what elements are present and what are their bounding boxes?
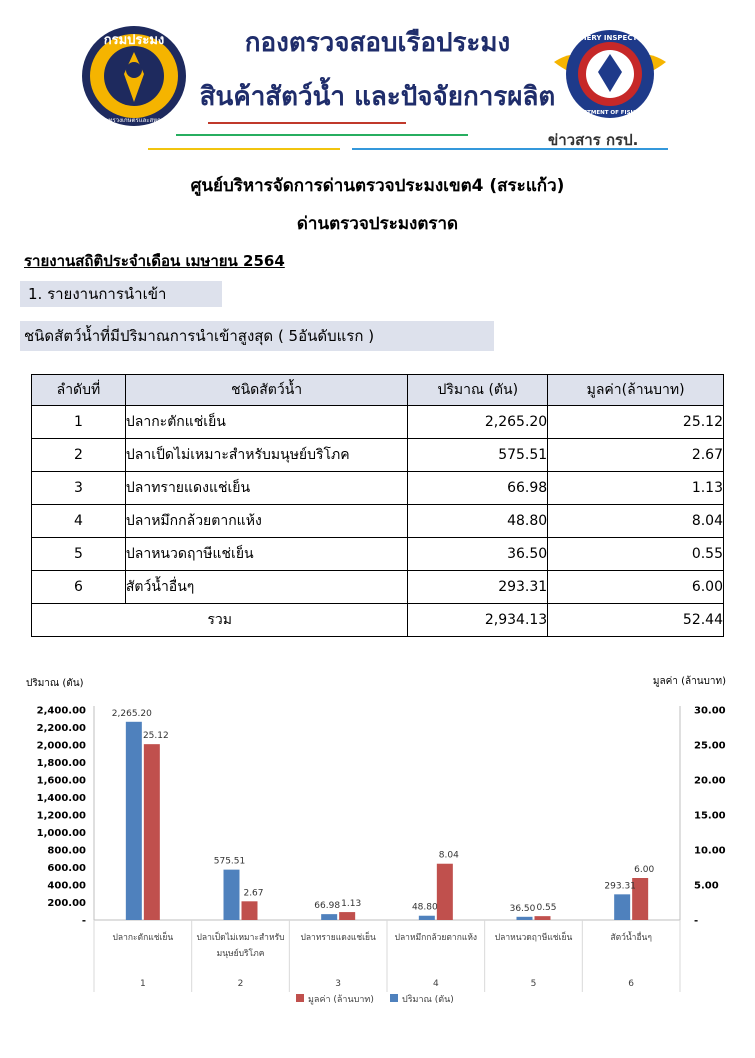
data-label-quantity: 293.31 bbox=[604, 881, 636, 892]
legend-label-value: มูลค่า (ล้านบาท) bbox=[308, 995, 374, 1005]
row-no: 5 bbox=[32, 538, 126, 571]
row-quantity: 293.31 bbox=[408, 571, 548, 604]
y2-tick-label: 5.00 bbox=[694, 880, 719, 892]
y-tick-label: 600.00 bbox=[47, 863, 86, 874]
y-tick-label: 1,800.00 bbox=[36, 758, 86, 769]
table-total-row bbox=[32, 604, 724, 637]
total-label: รวม bbox=[32, 604, 408, 637]
total-quantity: 2,934.13 bbox=[408, 604, 548, 637]
decor-line-green bbox=[176, 134, 468, 136]
data-label-value: 6.00 bbox=[634, 865, 655, 875]
bar-quantity bbox=[321, 914, 337, 920]
data-label-quantity: 48.80 bbox=[411, 902, 438, 913]
table-row bbox=[32, 505, 724, 538]
y2-tick-label: - bbox=[694, 915, 699, 927]
data-label-quantity: 66.98 bbox=[314, 901, 341, 912]
x-group-label: 2 bbox=[237, 979, 244, 989]
row-quantity: 66.98 bbox=[408, 472, 548, 505]
y-tick-label: 1,600.00 bbox=[36, 775, 86, 787]
header-title-line1: กองตรวจสอบเรือประมง bbox=[244, 28, 511, 58]
bar-value bbox=[339, 912, 355, 920]
x-group-label: 4 bbox=[432, 979, 439, 989]
x-group-label: 3 bbox=[335, 979, 342, 989]
x-category-label-line1: ปลาเป็ดไม่เหมาะสำหรับ bbox=[196, 933, 285, 943]
y-tick-label: - bbox=[81, 915, 86, 927]
x-category-label: ปลาหมึกกล้วยตากแห้ง bbox=[394, 933, 478, 943]
x-category-label: ปลากะตักแช่เย็น bbox=[112, 933, 174, 943]
row-no: 4 bbox=[32, 505, 126, 538]
y-tick-label: 2,400.00 bbox=[36, 705, 86, 717]
legend-label-quantity: ปริมาณ (ตัน) bbox=[402, 995, 454, 1005]
news-label: ข่าวสาร กรป. bbox=[548, 131, 639, 149]
bar-quantity bbox=[419, 916, 435, 920]
bar-value bbox=[144, 744, 160, 920]
logo-right-text-top: FISHERY INSPECTION bbox=[568, 34, 652, 42]
row-species: ปลากะตักแช่เย็น bbox=[125, 406, 408, 439]
row-value: 2.67 bbox=[548, 439, 724, 472]
x-group-label: 6 bbox=[628, 979, 635, 989]
legend-swatch-quantity bbox=[390, 994, 398, 1002]
x-category-label: สัตว์น้ำอื่นๆ bbox=[610, 933, 652, 943]
x-group-label: 1 bbox=[139, 979, 146, 989]
row-no: 6 bbox=[32, 571, 126, 604]
section-heading: 1. รายงานการนำเข้า bbox=[20, 281, 222, 307]
row-value: 6.00 bbox=[548, 571, 724, 604]
header-value: มูลค่า(ล้านบาท) bbox=[548, 375, 724, 406]
row-no: 2 bbox=[32, 439, 126, 472]
y2-tick-label: 20.00 bbox=[694, 775, 726, 787]
table-header-row bbox=[32, 375, 724, 406]
table-row bbox=[32, 406, 724, 439]
center-name: ศูนย์บริหารจัดการด่านตรวจประมงเขต4 (สระแก้ว) bbox=[190, 176, 565, 196]
data-label-value: 2.67 bbox=[243, 888, 264, 899]
row-value: 1.13 bbox=[548, 472, 724, 505]
bar-quantity bbox=[126, 722, 142, 920]
data-label-value: 0.55 bbox=[536, 903, 557, 914]
bar-quantity bbox=[517, 917, 533, 920]
y-tick-label: 1,400.00 bbox=[36, 793, 86, 804]
decor-line-red bbox=[208, 122, 406, 124]
header-species: ชนิดสัตว์น้ำ bbox=[125, 375, 408, 406]
row-no: 3 bbox=[32, 472, 126, 505]
data-label-quantity: 575.51 bbox=[213, 856, 246, 867]
row-quantity: 2,265.20 bbox=[408, 406, 548, 439]
import-bar-chart bbox=[24, 662, 734, 1022]
y2-tick-label: 30.00 bbox=[694, 705, 726, 717]
y2-axis-title: มูลค่า (ล้านบาท) bbox=[652, 676, 726, 687]
y-tick-label: 1,200.00 bbox=[36, 810, 86, 822]
fishery-inspection-logo bbox=[552, 22, 668, 126]
row-value: 25.12 bbox=[548, 406, 724, 439]
bar-value bbox=[242, 901, 258, 920]
bar-value bbox=[437, 864, 453, 920]
row-no: 1 bbox=[32, 406, 126, 439]
y2-tick-label: 25.00 bbox=[694, 740, 726, 752]
legend-swatch-value bbox=[296, 994, 304, 1002]
row-value: 8.04 bbox=[548, 505, 724, 538]
row-species: ปลาหนวดฤาษีแช่เย็น bbox=[125, 538, 408, 571]
data-label-quantity: 2,265.20 bbox=[111, 708, 152, 719]
row-species: ปลาหมึกกล้วยตากแห้ง bbox=[125, 505, 408, 538]
data-label-value: 1.13 bbox=[341, 899, 362, 910]
data-label-value: 8.04 bbox=[438, 850, 459, 861]
logo-left-text: กรมประมง bbox=[103, 33, 165, 48]
bar-value bbox=[535, 916, 551, 920]
logo-right-text-bottom: DEPARTMENT OF FISHERIES bbox=[567, 110, 653, 116]
row-value: 0.55 bbox=[548, 538, 724, 571]
header-quantity: ปริมาณ (ตัน) bbox=[408, 375, 548, 406]
y-tick-label: 1,000.00 bbox=[36, 828, 86, 839]
total-value: 52.44 bbox=[548, 604, 724, 637]
y-tick-label: 200.00 bbox=[47, 898, 86, 909]
y-tick-label: 800.00 bbox=[47, 845, 86, 857]
y-tick-label: 2,000.00 bbox=[36, 740, 86, 752]
header-no: ลำดับที่ bbox=[32, 375, 126, 406]
section-subheading: ชนิดสัตว์น้ำที่มีปริมาณการนำเข้าสูงสุด ( 5อันดับแรก ) bbox=[20, 321, 494, 351]
y-tick-label: 2,200.00 bbox=[36, 723, 86, 734]
table-row bbox=[32, 472, 724, 505]
report-title: รายงานสถิติประจำเดือน เมษายน 2564 bbox=[24, 252, 285, 270]
x-category-label: ปลาทรายแดงแช่เย็น bbox=[300, 933, 376, 943]
bar-quantity bbox=[224, 870, 240, 920]
x-category-label: ปลาหนวดฤาษีแช่เย็น bbox=[494, 933, 573, 943]
row-quantity: 48.80 bbox=[408, 505, 548, 538]
x-category-label-line2: มนุษย์บริโภค bbox=[216, 949, 265, 959]
table-row bbox=[32, 571, 724, 604]
office-name: ด่านตรวจประมงตราด bbox=[296, 214, 459, 234]
header-title-line2: สินค้าสัตว์น้ำ และปัจจัยการผลิต bbox=[199, 82, 556, 112]
data-label-value: 25.12 bbox=[142, 731, 169, 742]
row-species: ปลาทรายแดงแช่เย็น bbox=[125, 472, 408, 505]
import-statistics-table bbox=[31, 374, 724, 637]
row-quantity: 575.51 bbox=[408, 439, 548, 472]
x-group-label: 5 bbox=[530, 979, 537, 989]
y-tick-label: 400.00 bbox=[47, 880, 86, 892]
row-species: ปลาเป็ดไม่เหมาะสำหรับมนุษย์บริโภค bbox=[125, 439, 408, 472]
data-label-quantity: 36.50 bbox=[509, 903, 536, 914]
bar-quantity bbox=[614, 894, 630, 920]
table-row bbox=[32, 439, 724, 472]
logo-left-subtext: กระทรวงเกษตรและสหกรณ์ bbox=[98, 117, 170, 124]
y2-tick-label: 10.00 bbox=[694, 845, 726, 857]
decor-line-yellow bbox=[148, 148, 340, 150]
y2-tick-label: 15.00 bbox=[694, 810, 726, 822]
table-row bbox=[32, 538, 724, 571]
y-axis-title: ปริมาณ (ตัน) bbox=[26, 678, 84, 689]
row-quantity: 36.50 bbox=[408, 538, 548, 571]
row-species: สัตว์น้ำอื่นๆ bbox=[125, 571, 408, 604]
